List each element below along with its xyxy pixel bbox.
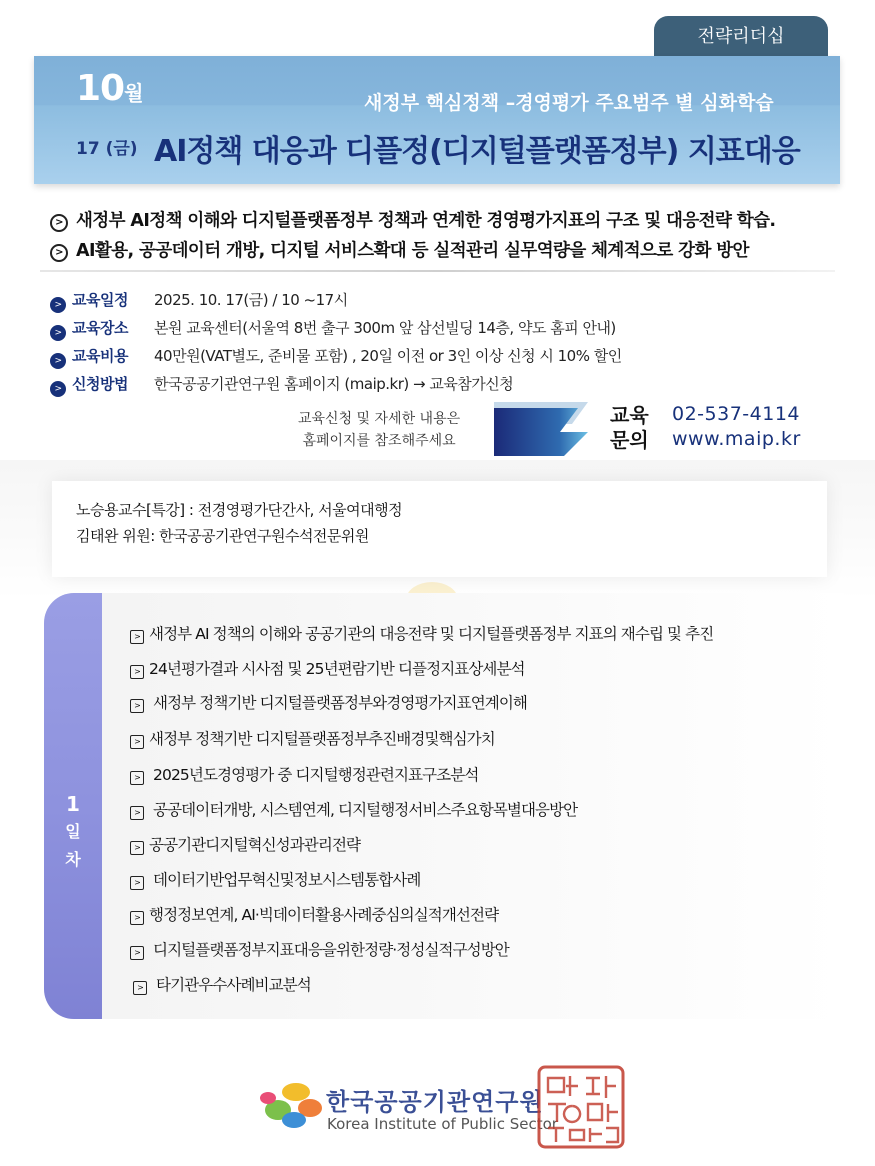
info-label: 신청방법	[72, 375, 128, 393]
info-label: 교육장소	[72, 319, 128, 337]
banner-day: 17 (금)	[76, 139, 138, 159]
info-value: 한국공공기관연구원 홈페이지 (maip.kr) → 교육참가신청	[154, 375, 514, 393]
info-label: 교육일정	[72, 291, 128, 309]
inquiry-note-line: 교육신청 및 자세한 내용은	[298, 411, 461, 427]
topic-item	[130, 868, 420, 890]
speaker-1: 노승용교수[특강] : 전경영평가단간사, 서울여대행정	[76, 501, 403, 519]
topic-text: 24년평가결과 시사점 및 25년편람기반 디플정지표상세분석	[149, 660, 525, 678]
inquiry-label-line: 교육	[610, 403, 649, 427]
phone-number[interactable]: 02-537-4114	[672, 403, 801, 425]
course-info	[50, 286, 622, 398]
info-value: 2025. 10. 17(금) / 10 ~17시	[154, 291, 348, 309]
title-banner	[34, 56, 840, 184]
circle-chevron-icon: >	[50, 214, 68, 232]
info-row-schedule	[50, 286, 622, 314]
topic-item	[130, 903, 498, 925]
website-link[interactable]: www.maip.kr	[672, 428, 801, 450]
topic-item	[130, 798, 577, 820]
topic-text: 2025년도경영평가 중 디지털행정관련지표구조분석	[149, 766, 479, 784]
boxed-chevron-icon: >	[130, 911, 144, 925]
speaker-2: 김태완 위원: 한국공공기관연구원수석전문위원	[76, 527, 369, 545]
filled-circle-chevron-icon: >	[50, 325, 66, 341]
inquiry-note	[298, 408, 460, 452]
institute-name-en: Korea Institute of Public Sector	[327, 1115, 558, 1133]
boxed-chevron-icon: >	[130, 841, 144, 855]
boxed-chevron-icon: >	[130, 699, 144, 713]
topic-text: 데이터기반업무혁신및정보시스템통합사례	[149, 871, 421, 889]
topic-item	[130, 622, 713, 644]
info-row-location	[50, 314, 622, 342]
section-divider	[40, 270, 835, 272]
topic-item	[130, 938, 509, 960]
topic-text: 공공데이터개방, 시스템연계, 디지털행정서비스주요항목별대응방안	[149, 801, 578, 819]
inquiry-label-line: 문의	[610, 428, 649, 452]
topic-text: 디지털플랫폼정부지표대응을위한정량·정성실적구성방안	[149, 941, 509, 959]
info-label: 교육비용	[72, 347, 128, 365]
boxed-chevron-icon: >	[133, 981, 147, 995]
topic-text: 공공기관디지털혁신성과관리전략	[149, 836, 361, 854]
red-seal-stamp-icon	[536, 1064, 626, 1150]
boxed-chevron-icon: >	[130, 735, 144, 749]
course-title: AI정책 대응과 디플정(디지털플랫폼정부) 지표대응	[154, 134, 800, 169]
filled-circle-chevron-icon: >	[50, 381, 66, 397]
topic-item	[130, 727, 495, 749]
day-number: 1	[66, 792, 80, 816]
banner-subtitle: 새정부 핵심정책 –경영평가 주요범주 별 심화학습	[364, 92, 774, 114]
info-row-apply	[50, 370, 622, 398]
topic-text: 타기관우수사례비교분석	[152, 976, 311, 994]
topic-text: 새정부 정책기반 디지털플랫폼정부추진배경및핵심가치	[149, 730, 495, 748]
institute-logo-icon	[258, 1080, 324, 1130]
topic-item	[130, 691, 527, 713]
boxed-chevron-icon: >	[130, 630, 144, 644]
month	[76, 68, 142, 109]
boxed-chevron-icon: >	[130, 771, 144, 785]
boxed-chevron-icon: >	[130, 876, 144, 890]
topic-item	[130, 763, 478, 785]
topic-text: 행정정보연계, AI·빅데이터활용사례중심의실적개선전략	[149, 906, 499, 924]
topic-item	[130, 657, 525, 679]
topic-text: 새정부 정책기반 디지털플랫폼정부와경영평가지표연계이해	[149, 694, 527, 712]
goal-text: AI활용, 공공데이터 개방, 디지털 서비스확대 등 실적관리 실무역량을 체계적으로 강화 방안	[76, 241, 749, 261]
topic-item	[130, 833, 360, 855]
filled-circle-chevron-icon: >	[50, 297, 66, 313]
program-tab: 전략리더십	[654, 16, 828, 60]
goal-item	[50, 236, 840, 266]
filled-circle-chevron-icon: >	[50, 353, 66, 369]
arrow-banner-graphic	[494, 402, 588, 456]
inquiry-label	[610, 403, 649, 453]
institute-name-kr: 한국공공기관연구원	[326, 1088, 544, 1116]
day-char: 차	[65, 850, 81, 869]
goal-item	[50, 206, 840, 236]
boxed-chevron-icon: >	[130, 946, 144, 960]
info-value: 본원 교육센터(서울역 8번 출구 300m 앞 삼선빌딩 14층, 약도 홈피 안내)	[154, 319, 616, 337]
goal-text: 새정부 AI정책 이해와 디지털플랫폼정부 정책과 연계한 경영평가지표의 구조 및 대응전략 학습.	[76, 211, 776, 231]
info-value: 40만원(VAT별도, 준비물 포함) , 20일 이전 or 3인 이상 신청 시 10% 할인	[154, 347, 622, 365]
topic-item	[133, 973, 311, 995]
day-char: 일	[65, 822, 81, 841]
circle-chevron-icon: >	[50, 244, 68, 262]
month-number: 10	[76, 68, 125, 109]
boxed-chevron-icon: >	[130, 806, 144, 820]
inquiry-note-line: 홈페이지를 참조해주세요	[302, 433, 456, 449]
month-unit: 월	[124, 81, 143, 105]
day-label	[44, 790, 102, 874]
topic-text: 새정부 AI 정책의 이해와 공공기관의 대응전략 및 디지털플랫폼정부 지표의 재수립 및 추진	[149, 625, 714, 643]
inquiry-contact	[672, 402, 801, 452]
boxed-chevron-icon: >	[130, 665, 144, 679]
info-row-fee	[50, 342, 622, 370]
course-goals	[50, 206, 840, 266]
